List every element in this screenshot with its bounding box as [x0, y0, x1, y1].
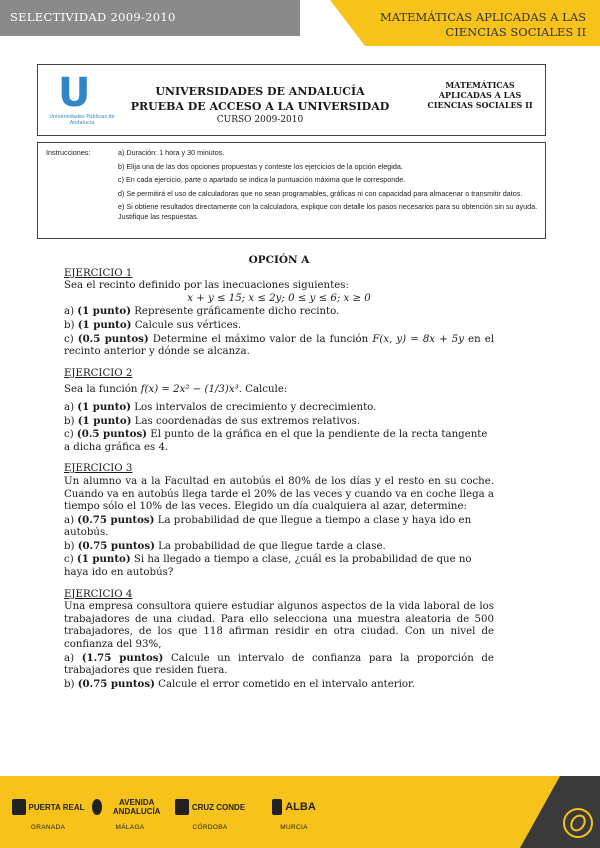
header-subject: MATEMÁTICAS APLICADAS A LAS CIENCIAS SOCIALES II: [427, 80, 533, 110]
top-bar-right: [365, 0, 600, 46]
points: (1 punto): [77, 414, 132, 427]
top-bar-left: [0, 0, 300, 36]
header-line-1: UNIVERSIDADES DE ANDALUCÍA: [155, 85, 365, 98]
part-b: b) (0.75 puntos) Calcule el error cometido en el intervalo anterior.: [64, 677, 416, 690]
figure-icon: [272, 799, 282, 815]
part-text: La probabilidad de que llegue a tiempo a clase y haya ido en autobús.: [64, 514, 472, 539]
header-title: [130, 84, 390, 127]
exercise-title: EJERCICIO 2: [64, 367, 133, 379]
part-text: La probabilidad de que llegue tarde a clase.: [158, 540, 386, 552]
function-formula: f(x) = 2x² − (1/3)x³: [140, 384, 239, 396]
header-line-2: PRUEBA DE ACCESO A LA UNIVERSIDAD: [130, 100, 390, 113]
logo-caption: Universidades Públicas de Andalucía: [49, 114, 115, 126]
emblem-icon: [92, 799, 102, 815]
points: (0.75 puntos): [77, 539, 155, 552]
campus-city: CÓRDOBA: [192, 824, 228, 831]
function-formula: F(x, y) = 8x + 5y: [372, 333, 464, 345]
arch-icon: [175, 799, 189, 815]
part-text: en el recinto anterior y dónde se alcanza.: [64, 333, 494, 358]
university-logo: [42, 68, 122, 130]
part-a: a) (1 punto) Represente gráficamente dicho recinto.: [64, 305, 340, 318]
exercise-title: EJERCICIO 1: [64, 267, 133, 279]
points: (0.75 puntos): [77, 677, 155, 690]
campus-brand: PUERTA REAL: [28, 802, 85, 812]
part-b: b) (0.75 puntos) La probabilidad de que llegue tarde a clase.: [64, 539, 386, 552]
part-a: a) (0.75 puntos) La probabilidad de que llegue a tiempo a clase y haya ido en autobús.: [64, 513, 472, 539]
points: (0.5 puntos): [76, 428, 148, 441]
option-title: OPCIÓN A: [248, 254, 310, 266]
exercise-4: [64, 589, 494, 692]
points: (1 punto): [77, 318, 132, 331]
part-b: b) (1 punto) Calcule sus vértices.: [64, 318, 242, 331]
part-c: c) (0.5 puntos) El punto de la gráfica en el que la pendiente de la recta tangente a dicha gráfica es 4.: [64, 428, 488, 453]
exam-body: [64, 254, 494, 691]
intro-text: . Calcule:: [238, 384, 288, 396]
instruction-item: e) Si obtiene resultados directamente con la calculadora, explique con detalle los pasos necesarios para su obtención sin su ayuda. Justifique las respuestas.: [118, 202, 538, 221]
exam-year-label: SELECTIVIDAD 2009-2010: [10, 10, 176, 24]
inequalities: x + y ≤ 15; x ≤ 2y; 0 ≤ y ≤ 6; x ≥ 0: [187, 292, 371, 304]
part-b: b) (1 punto) Las coordenadas de sus extremos relativos.: [64, 414, 361, 427]
tower-icon: [12, 799, 26, 815]
part-text: Calcule un intervalo de confianza para la proporción de trabajadores que residen fuera.: [64, 652, 494, 677]
exercise-title: EJERCICIO 4: [64, 588, 133, 600]
intro-text: Sea la función: [64, 384, 138, 396]
part-a: a) (1 punto) Los intervalos de crecimiento y decrecimiento.: [64, 400, 377, 413]
points: (1 punto): [76, 553, 131, 566]
campus-city: GRANADA: [30, 824, 66, 831]
exercise-1: [64, 268, 494, 359]
part-text: El punto de la gráfica en el que la pendiente de la recta tangente a dicha gráfica es 4.: [64, 429, 488, 453]
exercise-3: [64, 463, 494, 579]
campus-city: MURCIA: [280, 824, 308, 831]
points: (0.5 puntos): [77, 332, 149, 345]
exercise-intro: Un alumno va a la Facultad en autobús el 80% de los días y el resto en su coche. Cuando va en autobús llega tarde el 20% de las veces y cuando va en coche llega a tiempo sólo el 10% de las veces. Elegido un día cualquiera al azar, determine:: [64, 475, 494, 513]
campus-brand: AVENIDA ANDALUCÍA: [112, 798, 161, 816]
exercise-2: [64, 368, 494, 455]
header-line-3: CURSO 2009-2010: [216, 115, 304, 125]
instructions-label: Instrucciones:: [46, 148, 91, 157]
instruction-item: b) Elija una de las dos opciones propuestas y conteste los ejercicios de la opción elegida.: [118, 161, 403, 171]
campus-granada: [10, 792, 86, 831]
part-text: Las coordenadas de sus extremos relativos.: [134, 415, 361, 427]
exercise-title: EJERCICIO 3: [64, 463, 133, 475]
exercise-intro: Sea el recinto definido por las inecuaciones siguientes:: [64, 280, 349, 292]
instruction-item: c) En cada ejercicio, parte o apartado se indica la puntuación máxima que le corresponde.: [118, 175, 406, 184]
part-text: Calcule sus vértices.: [134, 319, 242, 331]
part-text: Determine el máximo valor de la función: [152, 333, 369, 345]
points: (0.75 puntos): [77, 513, 155, 526]
top-bar-notch: [330, 0, 365, 46]
instructions-list: [118, 148, 538, 225]
instruction-item: a) Duración: 1 hora y 30 minutos.: [118, 148, 225, 157]
campus-murcia: [256, 792, 332, 831]
points: (1 punto): [77, 400, 132, 413]
points: (1.75 puntos): [81, 651, 164, 664]
instruction-item: d) Se permitirá el uso de calculadoras que no sean programables, gráficas ni con capacidad para almacenar o transmitir datos.: [118, 188, 523, 198]
exercise-intro: Una empresa consultora quiere estudiar algunos aspectos de la vida laboral de los trabajadores de una ciudad. Para ello selecciona una muestra aleatoria de 500 trabajadores, de los que 118 afirman residir en otra ciudad. Con un nivel de confianza del 93%,: [64, 601, 494, 651]
instructions-box: [37, 142, 546, 239]
logo-letter: U: [58, 70, 91, 116]
footer-corner-diagonal: [520, 776, 560, 848]
exercise-intro: [64, 384, 494, 397]
brand-mark-icon: [563, 808, 593, 838]
points: (1 punto): [77, 305, 132, 318]
campus-brand: CRUZ CONDE: [191, 802, 246, 812]
part-text: Calcule el error cometido en el intervalo anterior.: [158, 678, 416, 690]
part-text: Los intervalos de crecimiento y decrecimiento.: [134, 401, 377, 413]
part-c: c) (0.5 puntos) Determine el máximo valor de la función F(x, y) = 8x + 5y en el recinto anterior y dónde se alcanza.: [64, 332, 494, 358]
campus-city: MÁLAGA: [115, 824, 145, 831]
campus-cordoba: [172, 792, 248, 831]
part-text: Represente gráficamente dicho recinto.: [134, 306, 340, 318]
subject-label: MATEMÁTICAS APLICADAS A LAS CIENCIAS SOCIALES II: [380, 10, 586, 39]
part-c: c) (1 punto) Si ha llegado a tiempo a clase, ¿cuál es la probabilidad de que no haya ido en autobús?: [64, 553, 472, 579]
campus-malaga: [92, 792, 168, 831]
campus-brand: ALBA: [285, 800, 316, 813]
part-a: a) (1.75 puntos) Calcule un intervalo de confianza para la proporción de trabajadores que residen fuera.: [64, 651, 494, 677]
part-text: Si ha llegado a tiempo a clase, ¿cuál es la probabilidad de que no haya ido en autobús?: [64, 554, 472, 579]
